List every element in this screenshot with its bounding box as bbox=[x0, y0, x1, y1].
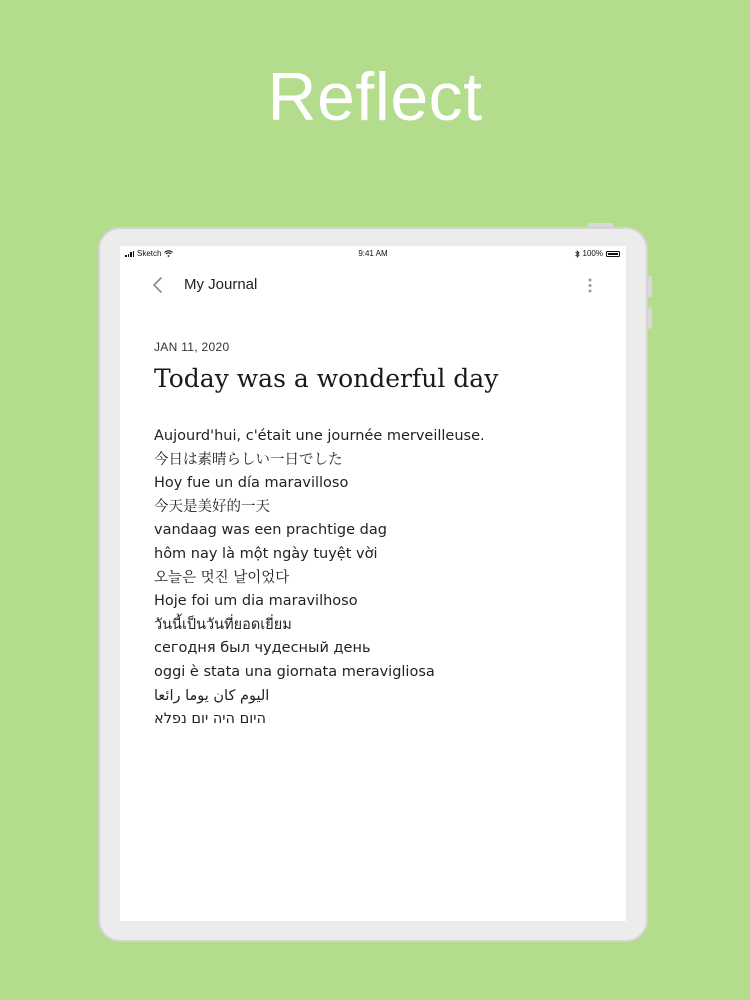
entry-date: JAN 11, 2020 bbox=[154, 340, 230, 354]
status-bar bbox=[120, 246, 626, 262]
entry-line: сегодня был чудесный день bbox=[154, 640, 371, 657]
carrier-label: Sketch bbox=[137, 249, 162, 258]
entry-line: วันนี้เป็นวันที่ยอดเยี่ยม bbox=[154, 616, 292, 633]
battery-icon bbox=[606, 251, 620, 257]
headline: Reflect bbox=[267, 59, 483, 135]
device-volume-up-button bbox=[648, 276, 652, 298]
entry-line: Hoje foi um dia maravilhoso bbox=[154, 593, 358, 610]
battery-percent: 100% bbox=[582, 249, 603, 258]
status-time: 9:41 AM bbox=[358, 249, 388, 258]
nav-bar bbox=[120, 268, 626, 300]
entry-title[interactable]: Today was a wonderful day bbox=[154, 364, 499, 393]
nav-title: My Journal bbox=[184, 276, 258, 293]
entry-line: Hoy fue un día maravilloso bbox=[154, 475, 349, 492]
entry-line: oggi è stata una giornata meravigliosa bbox=[154, 663, 435, 680]
device-volume-down-button bbox=[648, 307, 652, 329]
chevron-left-icon[interactable] bbox=[148, 273, 168, 297]
status-right bbox=[575, 249, 620, 258]
entry-line: 今天是美好的一天 bbox=[154, 498, 270, 515]
entry-line: اليوم كان يوما رائعا bbox=[154, 687, 270, 704]
entry-body[interactable] bbox=[154, 425, 594, 732]
more-vertical-icon[interactable] bbox=[582, 273, 598, 297]
bluetooth-icon bbox=[575, 250, 580, 258]
entry-line: 오늘은 멋진 날이었다 bbox=[154, 569, 290, 586]
tablet-screen bbox=[120, 246, 626, 921]
entry-line: vandaag was een prachtige dag bbox=[154, 522, 387, 539]
entry-line: 今日は素晴らしい一日でした bbox=[154, 451, 343, 468]
entry-line: היום היה יום נפלא bbox=[154, 711, 266, 728]
entry-line: Aujourd'hui, c'était une journée merveilleuse. bbox=[154, 428, 485, 444]
entry-line: hôm nay là một ngày tuyệt vời bbox=[154, 545, 378, 562]
